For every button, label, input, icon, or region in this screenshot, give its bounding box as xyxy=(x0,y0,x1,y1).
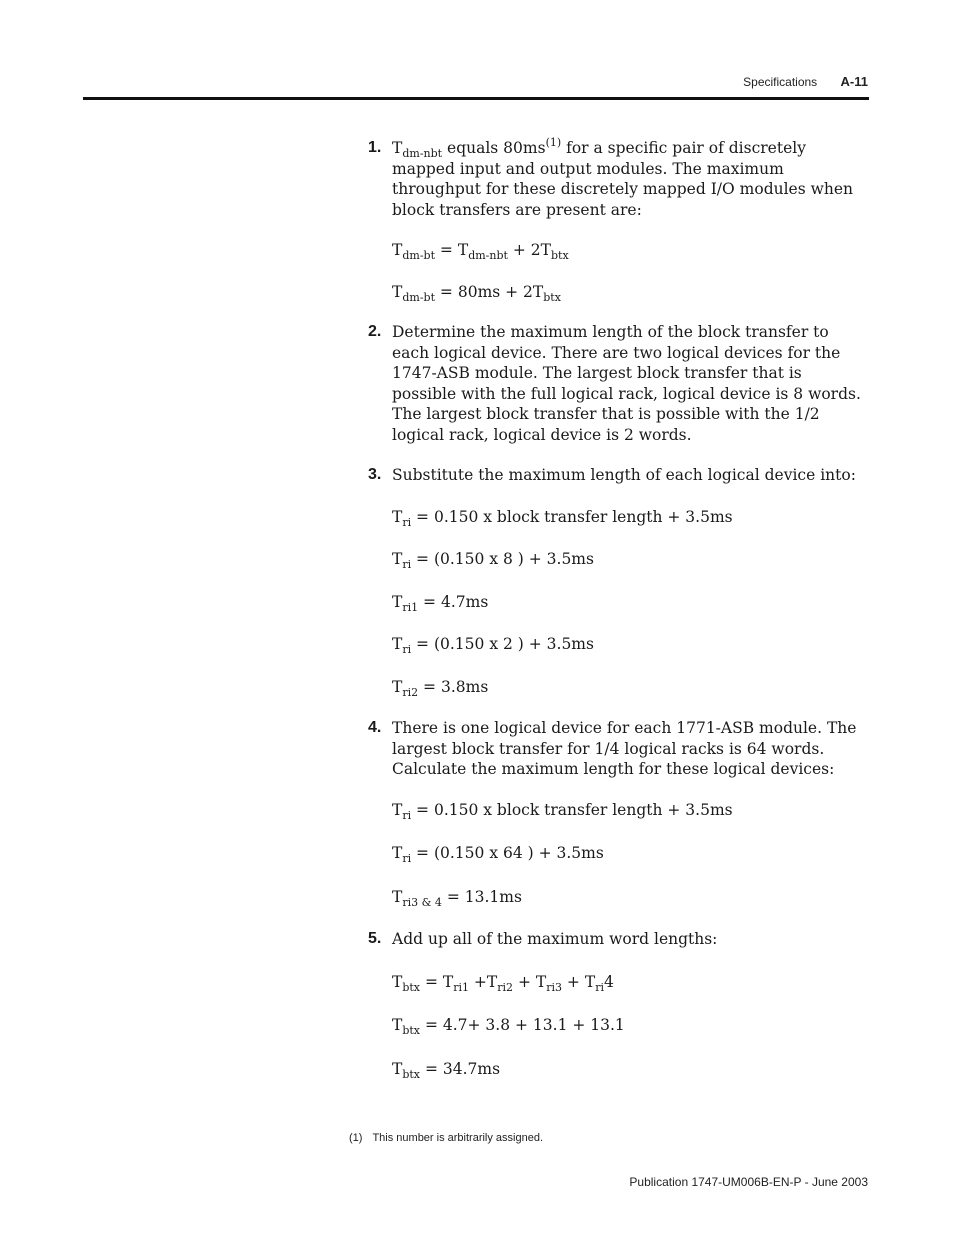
eq-term: = T xyxy=(435,241,469,259)
eq-term: T xyxy=(392,1016,403,1034)
eq-term: T xyxy=(392,677,403,696)
eq-term: T xyxy=(392,887,403,906)
subscript: ri xyxy=(402,515,412,529)
eq-term: = 34.7ms xyxy=(420,1059,501,1078)
eq-term: T xyxy=(392,592,403,611)
text-run: T xyxy=(392,139,403,157)
footnote xyxy=(349,1132,543,1144)
step-number: 2. xyxy=(368,323,382,340)
step-text: There is one logical device for each 1771-ASB module. The largest block transfer for 1/4 logical racks is 64 words. Calculate the maximum length for these logical devices: xyxy=(392,719,857,778)
step-3 xyxy=(368,465,868,486)
step-number: 3. xyxy=(368,466,382,483)
step-text xyxy=(392,138,868,220)
subscript: ri xyxy=(402,558,412,571)
step-4 xyxy=(368,718,868,780)
subscript: ri2 xyxy=(497,980,514,994)
main-content xyxy=(368,138,868,1079)
step-2 xyxy=(368,322,868,445)
step-number: 5. xyxy=(368,930,382,947)
subscript: ri2 xyxy=(402,685,419,699)
eq-term: T xyxy=(392,507,403,526)
footnote-mark: (1) xyxy=(349,1132,363,1144)
eq-term: T xyxy=(392,972,403,991)
equation xyxy=(368,634,868,655)
equation xyxy=(368,972,868,993)
step-text: Substitute the maximum length of each logical device into: xyxy=(392,466,856,484)
eq-term: + T xyxy=(562,972,596,991)
subscript: ri3 xyxy=(546,980,562,994)
subscript: ri xyxy=(402,643,412,656)
eq-term: = 4.7ms xyxy=(418,592,489,611)
eq-term: = 3.8ms xyxy=(418,677,489,696)
eq-term: = 0.150 x block transfer length + 3.5ms xyxy=(411,507,733,526)
text-run: equals 80ms xyxy=(442,139,546,157)
equation xyxy=(368,282,868,303)
step-5 xyxy=(368,929,868,950)
step-number: 4. xyxy=(368,719,382,736)
eq-term: = 13.1ms xyxy=(441,887,522,906)
eq-term: + T xyxy=(513,972,547,991)
subscript: ri3 & 4 xyxy=(402,895,442,909)
subscript: btx xyxy=(402,1024,421,1037)
step-number: 1. xyxy=(368,139,382,156)
eq-term: T xyxy=(392,282,403,301)
eq-term: T xyxy=(392,1059,403,1078)
step-text: Determine the maximum length of the block transfer to each logical device. There are two logical devices for the 1747-ASB module. The largest block transfer that is possible with the full logical rack, logical device is 8 words. The largest block transfer that is possible with the 1/2 logical rack, logical device is 2 words. xyxy=(392,323,861,444)
step-1 xyxy=(368,138,868,220)
footnote-text: This number is arbitrarily assigned. xyxy=(372,1132,544,1144)
eq-term: = (0.150 x 8 ) + 3.5ms xyxy=(411,550,594,568)
subscript: btx xyxy=(543,290,561,304)
header-rule xyxy=(83,97,869,100)
equation xyxy=(368,1015,868,1036)
eq-term: = 80ms + 2T xyxy=(435,282,544,301)
subscript: ri1 xyxy=(402,600,419,614)
header-page-number: A-11 xyxy=(840,74,868,89)
eq-term: T xyxy=(392,241,403,259)
subscript: ri xyxy=(402,852,412,865)
eq-term: = 4.7+ 3.8 + 13.1 + 13.1 xyxy=(420,1016,625,1034)
text-run: for a specific pair of discretely mapped input and output modules. The maximum throughput for these discretely mapped I/O modules when block transfers are present are: xyxy=(392,139,854,219)
equation xyxy=(368,507,868,528)
eq-term: = T xyxy=(420,972,454,991)
eq-term: = 0.150 x block transfer length + 3.5ms xyxy=(411,800,733,819)
subscript: dm-bt xyxy=(402,290,435,304)
eq-term: + 2T xyxy=(507,241,551,259)
equation xyxy=(368,240,868,261)
subscript: btx xyxy=(402,980,421,994)
eq-term: T xyxy=(392,635,403,653)
equation xyxy=(368,592,868,613)
eq-term: 4 xyxy=(603,972,614,991)
equation xyxy=(368,800,868,821)
eq-term: T xyxy=(392,844,403,862)
subscript: ri xyxy=(402,808,412,822)
eq-term: = (0.150 x 2 ) + 3.5ms xyxy=(411,635,594,653)
equation xyxy=(368,843,868,864)
running-header xyxy=(743,74,868,89)
subscript: btx xyxy=(402,1067,421,1081)
equation xyxy=(368,677,868,698)
subscript: btx xyxy=(550,249,569,262)
eq-term: T xyxy=(392,550,403,568)
subscript: ri xyxy=(595,980,604,994)
header-section-title: Specifications xyxy=(743,75,818,89)
subscript: dm-nbt xyxy=(468,249,508,262)
publication-footer: Publication 1747-UM006B-EN-P - June 2003 xyxy=(629,1175,868,1189)
footnote-reference: (1) xyxy=(545,136,562,149)
subscript: ri1 xyxy=(453,980,469,994)
subscript: dm-bt xyxy=(402,249,435,262)
eq-term: = (0.150 x 64 ) + 3.5ms xyxy=(411,844,604,862)
equation xyxy=(368,887,868,908)
subscript: dm-nbt xyxy=(402,147,443,160)
equation xyxy=(368,1059,868,1080)
step-text: Add up all of the maximum word lengths: xyxy=(392,930,718,948)
eq-term: T xyxy=(392,800,403,819)
equation xyxy=(368,549,868,570)
eq-term: +T xyxy=(468,972,498,991)
